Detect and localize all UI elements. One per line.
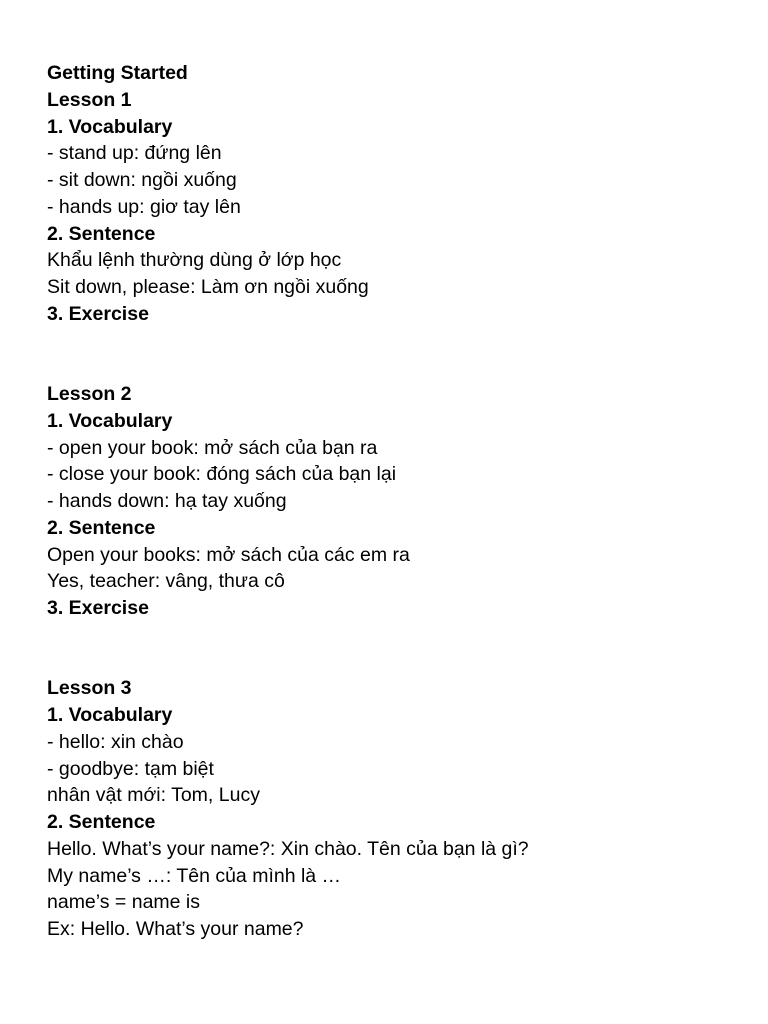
sentence-item: name’s = name is — [47, 891, 201, 914]
lesson-1-sentence-heading: 2. Sentence — [47, 222, 156, 245]
sentence-item: Khẩu lệnh thường dùng ở lớp học — [47, 249, 342, 272]
vocab-item: - hands up: giơ tay lên — [47, 195, 241, 218]
vocab-item: - sit down: ngồi xuống — [47, 169, 237, 191]
vocab-item: - hands down: hạ tay xuống — [47, 490, 287, 512]
lesson-1-vocabulary-heading: 1. Vocabulary — [47, 115, 173, 138]
sentence-item: Sit down, please: Làm ơn ngồi xuống — [47, 276, 369, 298]
document-page — [47, 60, 747, 943]
lesson-3-heading: Lesson 3 — [47, 677, 132, 700]
sentence-item: Ex: Hello. What’s your name? — [47, 918, 304, 940]
sentence-item: Hello. What’s your name?: Xin chào. Tên của bạn là gì? — [47, 837, 529, 860]
lesson-2-heading: Lesson 2 — [47, 383, 132, 405]
vocab-item: - hello: xin chào — [47, 730, 184, 753]
lesson-3-sentence-heading: 2. Sentence — [47, 811, 156, 833]
lesson-2-vocabulary-heading: 1. Vocabulary — [47, 409, 173, 432]
vocab-item: - stand up: đứng lên — [47, 142, 222, 165]
sentence-item: Yes, teacher: vâng, thưa cô — [47, 570, 285, 593]
vocab-item: - open your book: mở sách của bạn ra — [47, 436, 378, 459]
sentence-item: Open your books: mở sách của các em ra — [47, 543, 410, 566]
lesson-2-sentence-heading: 2. Sentence — [47, 516, 156, 539]
document-title: Getting Started — [47, 62, 188, 84]
vocab-item: - close your book: đóng sách của bạn lại — [47, 463, 397, 486]
vocab-item: nhân vật mới: Tom, Lucy — [47, 784, 260, 807]
section-spacer — [47, 328, 747, 382]
lesson-2-exercise-heading: 3. Exercise — [47, 597, 149, 619]
section-spacer — [47, 622, 747, 676]
lesson-1-heading: Lesson 1 — [47, 88, 132, 111]
sentence-item: My name’s …: Tên của mình là … — [47, 864, 342, 887]
lesson-3-vocabulary-heading: 1. Vocabulary — [47, 704, 173, 726]
vocab-item: - goodbye: tạm biệt — [47, 757, 214, 780]
lesson-1-exercise-heading: 3. Exercise — [47, 302, 149, 325]
